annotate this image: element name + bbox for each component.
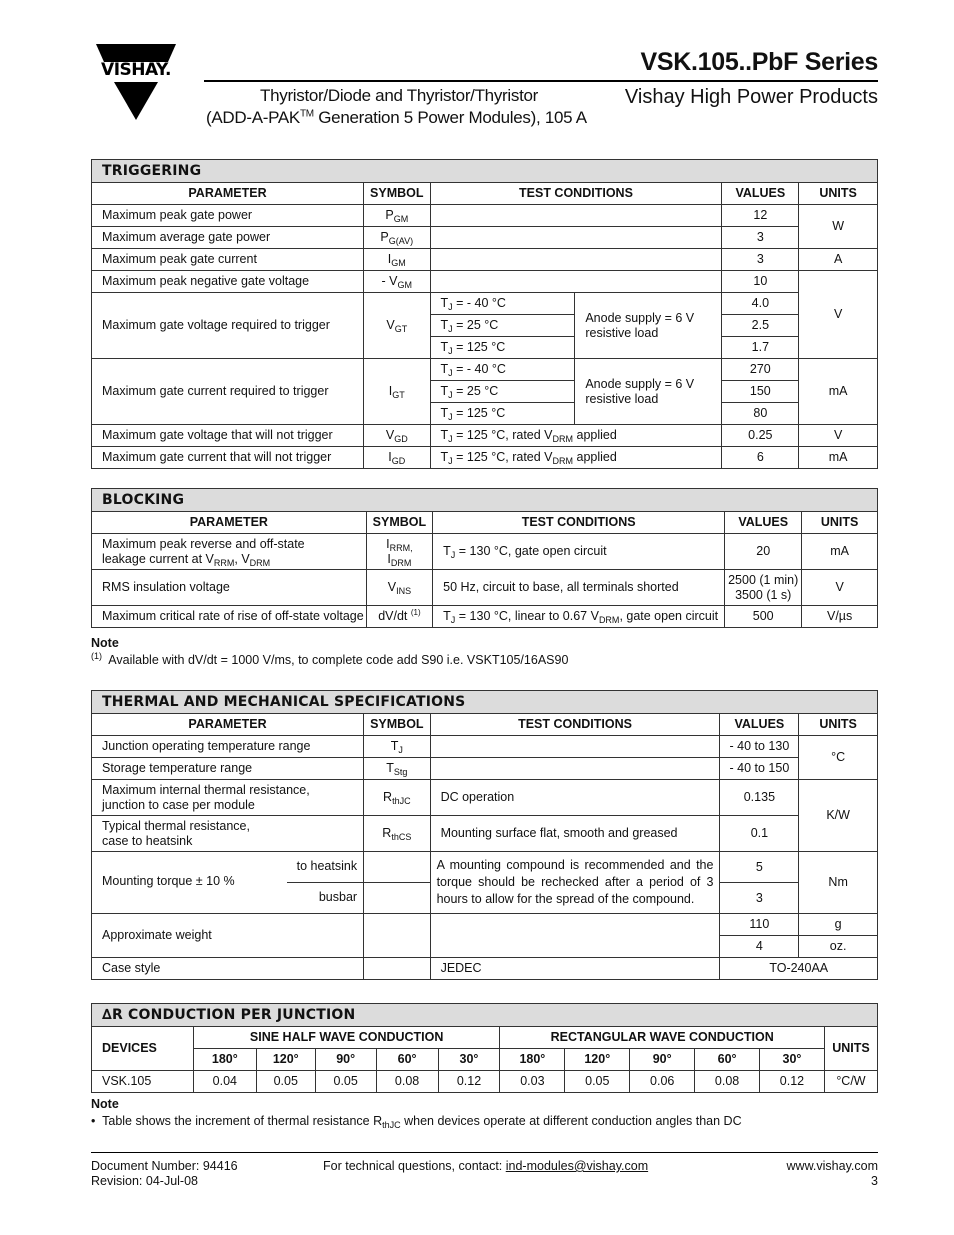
param-cell: Maximum peak reverse and off-state leakage current at $V_{RRM}$, $V_{DRM}$: [92, 534, 367, 570]
value-cell: 5: [720, 852, 799, 883]
unit-cell: K/W: [799, 780, 878, 852]
col-values: VALUES: [720, 714, 799, 736]
angle-header: 90°: [315, 1049, 376, 1071]
table-row: [92, 425, 878, 447]
value-cell: 110: [720, 914, 799, 936]
thermal-table: [91, 690, 878, 980]
value-cell: 3: [722, 249, 799, 271]
value-cell: 4: [720, 936, 799, 958]
unit-cell: V/µs: [802, 606, 878, 628]
value-cell: 6: [722, 447, 799, 469]
col-parameter: PARAMETER: [92, 183, 364, 205]
table-row: [92, 758, 878, 780]
delta-r-title: ∆R CONDUCTION PER JUNCTION: [92, 1004, 878, 1027]
table-row: [92, 447, 878, 469]
col-units: UNITS: [799, 183, 878, 205]
symbol-cell: dV/dt $^{(1)}$: [366, 606, 432, 628]
param-cell: Maximum gate current that will not trigger: [92, 447, 364, 469]
param-cell: RMS insulation voltage: [92, 570, 367, 606]
website-link[interactable]: www.vishay.com: [786, 1159, 878, 1173]
unit-cell: W: [799, 205, 878, 249]
symbol-cell: $T_{Stg}$: [364, 758, 430, 780]
unit-cell: Nm: [799, 852, 878, 914]
param-cell: Maximum gate voltage required to trigger: [92, 293, 364, 359]
table-row: [92, 249, 878, 271]
symbol-cell: $V_{GD}$: [364, 425, 430, 447]
delta-r-note-heading: Note: [91, 1097, 119, 1111]
value-cell: 0.25: [722, 425, 799, 447]
condition-cell: $T_J = 125$ °C: [430, 403, 575, 425]
delta-r-table: [91, 1003, 878, 1093]
col-units: UNITS: [799, 714, 878, 736]
table-row: [92, 570, 878, 606]
table-header-row: [92, 714, 878, 736]
value-cell: 2500 (1 min) 3500 (1 s): [725, 570, 802, 606]
col-parameter: PARAMETER: [92, 512, 367, 534]
table-row: [92, 736, 878, 758]
conditions-cell: JEDEC: [430, 958, 720, 980]
value-cell: 0.08: [376, 1071, 438, 1093]
condition-cell: $T_J$ = - 40 °C: [430, 359, 575, 381]
symbol-cell: - $V_{GM}$: [364, 271, 430, 293]
param-cell: Maximum peak negative gate voltage: [92, 271, 364, 293]
col-devices: DEVICES: [92, 1027, 194, 1071]
conditions-cell: [430, 249, 722, 271]
unit-cell: °C: [799, 736, 878, 780]
col-parameter: PARAMETER: [92, 714, 364, 736]
revision: Revision: 04-Jul-08: [91, 1174, 198, 1188]
table-row: [92, 914, 878, 936]
value-cell: 3: [720, 883, 799, 914]
value-cell: 10: [722, 271, 799, 293]
angle-header: 180°: [193, 1049, 256, 1071]
table-row: [92, 227, 878, 249]
value-cell: 0.1: [720, 816, 799, 852]
symbol-cell: $I_{GM}$: [364, 249, 430, 271]
blocking-note: $^{(1)}$ Available with dV/dt = 1000 V/ms, to complete code add S90 i.e. VSKT105/16AS90: [91, 650, 569, 667]
angle-header-row: [92, 1049, 878, 1071]
value-cell: 0.12: [438, 1071, 500, 1093]
angle-header: 60°: [695, 1049, 760, 1071]
col-symbol: SYMBOL: [366, 512, 432, 534]
condition-cell: $T_J$ = - 40 °C: [430, 293, 575, 315]
symbol-cell: $V_{GT}$: [364, 293, 430, 359]
angle-header: 90°: [630, 1049, 695, 1071]
param-cell: Maximum gate voltage that will not trigger: [92, 425, 364, 447]
angle-header: 120°: [256, 1049, 315, 1071]
value-cell: 0.03: [500, 1071, 565, 1093]
table-row: [92, 780, 878, 816]
value-cell: - 40 to 150: [720, 758, 799, 780]
symbol-cell: $I_{RRM,}$ $I_{DRM}$: [366, 534, 432, 570]
table-row: [92, 606, 878, 628]
torque-label: Mounting torque ± 10 %: [102, 874, 235, 888]
symbol-cell: $I_{GT}$: [364, 359, 430, 425]
series-title: VSK.105..PbF Series: [640, 48, 878, 76]
table-row: [92, 1071, 878, 1093]
value-cell: 0.04: [193, 1071, 256, 1093]
conditions-cell: $T_J = 130$ °C, gate open circuit: [433, 534, 725, 570]
unit-cell: oz.: [799, 936, 878, 958]
symbol-cell: $T_J$: [364, 736, 430, 758]
table-row: [92, 293, 878, 315]
unit-cell: g: [799, 914, 878, 936]
table-row: [92, 359, 878, 381]
torque-heatsink-label: to heatsink: [296, 859, 358, 873]
conditions-cell: DC operation: [430, 780, 720, 816]
symbol-cell: [364, 914, 430, 958]
value-cell: 0.06: [630, 1071, 695, 1093]
conditions-cell: A mounting compound is recommended and the torque should be rechecked after a period of 3 hours to allow for the spread of the compound.: [430, 852, 720, 914]
triggering-title: TRIGGERING: [92, 160, 878, 183]
table-row: [92, 958, 878, 980]
table-row: [92, 816, 878, 852]
param-cell: Maximum critical rate of rise of off-state voltage: [92, 606, 367, 628]
conditions-cell: $T_J = 125$ °C, rated $V_{DRM}$ applied: [430, 447, 722, 469]
symbol-cell: $V_{INS}$: [366, 570, 432, 606]
col-values: VALUES: [725, 512, 802, 534]
table-header-row: [92, 512, 878, 534]
angle-header: 60°: [376, 1049, 438, 1071]
symbol-cell: $P_{GM}$: [364, 205, 430, 227]
value-cell: 270: [722, 359, 799, 381]
value-cell: 4.0: [722, 293, 799, 315]
param-cell: Case style: [92, 958, 364, 980]
conditions-cell: [430, 914, 720, 958]
contact-email-link[interactable]: ind-modules@vishay.com: [505, 1159, 649, 1173]
param-cell: Maximum gate current required to trigger: [92, 359, 364, 425]
table-row: [92, 852, 878, 883]
conditions-cell: 50 Hz, circuit to base, all terminals shorted: [433, 570, 725, 606]
symbol-cell: $I_{GD}$: [364, 447, 430, 469]
value-cell: 0.05: [565, 1071, 630, 1093]
logo-wordmark: VISHAY.: [101, 60, 171, 80]
doc-number: Document Number: 94416: [91, 1159, 238, 1173]
symbol-cell: [364, 852, 430, 883]
value-cell: 500: [725, 606, 802, 628]
symbol-cell: $P_{G(AV)}$: [364, 227, 430, 249]
product-subtitle-line2: (ADD-A-PAK™ Generation 5 Power Modules), 105 A: [206, 108, 587, 127]
col-units: UNITS: [802, 512, 878, 534]
angle-header: 180°: [500, 1049, 565, 1071]
conditions-cell: $T_J = 125$ °C, rated $V_{DRM}$ applied: [430, 425, 722, 447]
param-cell: Maximum peak gate current: [92, 249, 364, 271]
conditions-cell: [430, 758, 720, 780]
condition-cell: $T_J = 25$ °C: [430, 315, 575, 337]
device-cell: VSK.105: [92, 1071, 194, 1093]
symbol-cell: $R_{thJC}$: [364, 780, 430, 816]
param-cell: [92, 852, 364, 914]
conditions-cell: $T_J = 130$ °C, linear to 0.67 $V_{DRM}$, gate open circuit: [433, 606, 725, 628]
col-symbol: SYMBOL: [364, 183, 430, 205]
conditions-cell: [430, 271, 722, 293]
table-row: [92, 271, 878, 293]
page-number: 3: [871, 1174, 878, 1188]
col-test-conditions: TEST CONDITIONS: [433, 512, 725, 534]
value-cell: 3: [722, 227, 799, 249]
angle-header: 120°: [565, 1049, 630, 1071]
angle-header: 30°: [438, 1049, 500, 1071]
thermal-title: THERMAL AND MECHANICAL SPECIFICATIONS: [92, 691, 878, 714]
col-symbol: SYMBOL: [364, 714, 430, 736]
table-row: [92, 205, 878, 227]
condition-cell: $T_J = 125$ °C: [430, 337, 575, 359]
blocking-note-heading: Note: [91, 636, 119, 650]
value-cell: 0.12: [760, 1071, 825, 1093]
value-cell: 0.08: [695, 1071, 760, 1093]
triggering-table: [91, 159, 878, 469]
col-test-conditions: TEST CONDITIONS: [430, 183, 722, 205]
value-cell: TO-240AA: [720, 958, 878, 980]
param-cell: Maximum average gate power: [92, 227, 364, 249]
conditions-cell: [430, 227, 722, 249]
value-cell: 2.5: [722, 315, 799, 337]
table-header-row: [92, 183, 878, 205]
symbol-cell: [364, 883, 430, 914]
unit-cell: A: [799, 249, 878, 271]
symbol-cell: $R_{thCS}$: [364, 816, 430, 852]
param-cell: Storage temperature range: [92, 758, 364, 780]
param-cell: Junction operating temperature range: [92, 736, 364, 758]
table-row: [92, 534, 878, 570]
conditions-cell: [430, 205, 722, 227]
supply-cell: Anode supply = 6 V resistive load: [575, 293, 722, 359]
value-cell: 0.135: [720, 780, 799, 816]
value-cell: 12: [722, 205, 799, 227]
symbol-cell: [364, 958, 430, 980]
value-cell: - 40 to 130: [720, 736, 799, 758]
unit-cell: °C/W: [824, 1071, 877, 1093]
condition-cell: $T_J = 25$ °C: [430, 381, 575, 403]
value-cell: 0.05: [315, 1071, 376, 1093]
unit-cell: mA: [802, 534, 878, 570]
col-values: VALUES: [722, 183, 799, 205]
unit-cell: mA: [799, 359, 878, 425]
table-header-row: [92, 1027, 878, 1049]
product-subtitle-line1: Thyristor/Diode and Thyristor/Thyristor: [260, 86, 539, 105]
col-rect-group: RECTANGULAR WAVE CONDUCTION: [500, 1027, 824, 1049]
value-cell: 150: [722, 381, 799, 403]
delta-r-note: • Table shows the increment of thermal resistance $R_{thJC}$ when devices operate at different conduction angles than DC: [91, 1114, 742, 1130]
blocking-title: BLOCKING: [92, 489, 878, 512]
col-units: UNITS: [824, 1027, 877, 1071]
value-cell: 1.7: [722, 337, 799, 359]
param-cell: Maximum internal thermal resistance, junction to case per module: [92, 780, 364, 816]
value-cell: 80: [722, 403, 799, 425]
conditions-cell: Mounting surface flat, smooth and greased: [430, 816, 720, 852]
division-name: Vishay High Power Products: [624, 86, 878, 108]
value-cell: 20: [725, 534, 802, 570]
footer-rule: [91, 1152, 878, 1153]
unit-cell: mA: [799, 447, 878, 469]
param-cell: Approximate weight: [92, 914, 364, 958]
angle-header: 30°: [760, 1049, 825, 1071]
blocking-table: [91, 488, 878, 628]
value-cell: 0.05: [256, 1071, 315, 1093]
param-cell: Typical thermal resistance, case to heatsink: [92, 816, 364, 852]
col-test-conditions: TEST CONDITIONS: [430, 714, 720, 736]
torque-busbar-label: busbar: [318, 890, 358, 904]
vishay-logo: [88, 44, 184, 122]
supply-cell: Anode supply = 6 V resistive load: [575, 359, 722, 425]
unit-cell: V: [802, 570, 878, 606]
contact-line: For technical questions, contact: ind-modules@vishay.com: [323, 1159, 649, 1173]
col-sine-group: SINE HALF WAVE CONDUCTION: [193, 1027, 500, 1049]
conditions-cell: [430, 736, 720, 758]
param-cell: Maximum peak gate power: [92, 205, 364, 227]
unit-cell: V: [799, 425, 878, 447]
header-rule: [204, 80, 878, 82]
unit-cell: V: [799, 271, 878, 359]
